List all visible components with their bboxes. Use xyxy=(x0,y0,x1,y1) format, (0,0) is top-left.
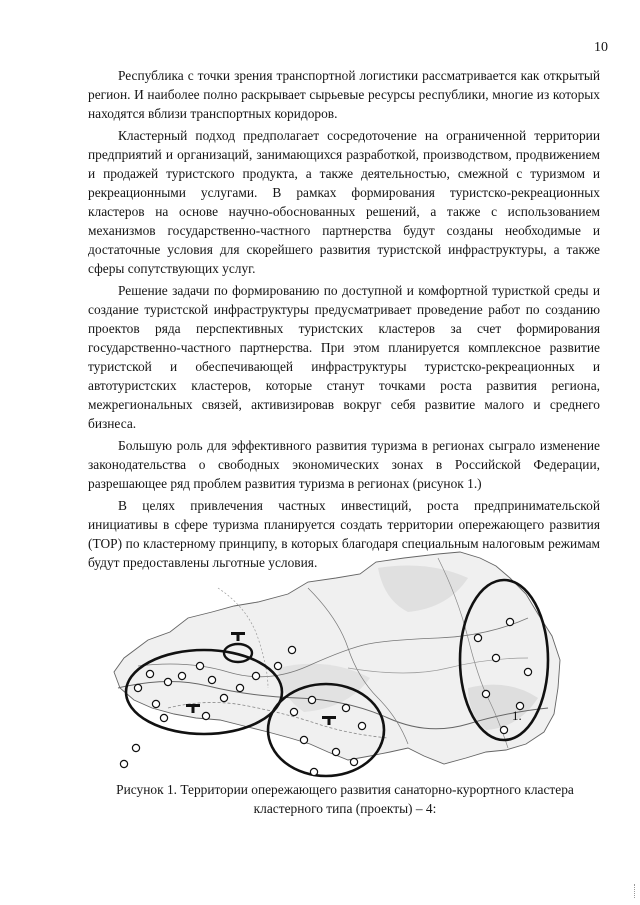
settlement-point xyxy=(132,744,139,751)
settlement-point xyxy=(308,696,315,703)
settlement-point xyxy=(274,662,281,669)
paragraph-investments: В целях привлечения частных инвестиций, роста предпринимательской инициативы в сфере туризма планируется создать территории опережающего развития (ТОР) по кластерному принципу, в которых благодаря специальным налоговым режимам будут предоставлены льготные условия. xyxy=(88,498,600,570)
body-text xyxy=(88,66,600,575)
region-map xyxy=(108,548,578,780)
settlement-point xyxy=(500,726,507,733)
settlement-point xyxy=(492,654,499,661)
settlement-point xyxy=(202,712,209,719)
settlement-point xyxy=(152,700,159,707)
settlement-point xyxy=(300,736,307,743)
settlement-point xyxy=(236,684,243,691)
settlement-point xyxy=(164,678,171,685)
paragraph-transport-logistics: Республика с точки зрения транспортной логистики рассматривается как открытый регион. И наиболее полно раскрывает сырьевые ресурсы республики, многие из которых находятся вблизи транспортных коридоров. xyxy=(88,68,600,121)
settlement-point xyxy=(358,722,365,729)
scan-edge-mark xyxy=(634,884,638,898)
settlement-point xyxy=(342,704,349,711)
paragraph-cluster-approach: Кластерный подход предполагает сосредоточение на ограниченной территории предприятий и организаций, занимающихся разработкой, производством, продвижением и продажей туристского продукта, а также деятельностью, смежной с туризмом и рекреационными услугами. В рамках формирования туристско-рекреационных кластеров на основе научно-обоснованных решений, а также с использованием механизмов государственно-частного партнерства будут созданы необходимые и достаточные условия для скорейшего развития туристской инфраструктуры, а также сферы сопутствующих услуг. xyxy=(88,128,600,276)
settlement-point xyxy=(310,768,317,775)
settlement-point xyxy=(290,708,297,715)
settlement-point xyxy=(524,668,531,675)
paragraph-legislation: Большую роль для эффективного развития туризма в регионах сыграло изменение законодательства о свободных экономических зонах в Российской Федерации, разрешающее ряд проблем развития туризма в регионах (рисунок 1.) xyxy=(88,438,600,491)
settlement-point xyxy=(134,684,141,691)
paragraph-tourist-environment: Решение задачи по формированию по доступной и комфортной туристкой среды и создание туристской инфраструктуры предусматривает проведение работ по созданию проектов ряда перспективных туристских кластеров за счет формирования государственно-частного партнерства. При этом планируется комплексное развитие туристской и обеспечивающей инфраструктуры туристско-рекреационных и автотуристских кластеров, которые станут точками роста развития региона, межрегиональных связей, активизировав вокруг себя развитие малого и среднего бизнеса. xyxy=(88,283,600,431)
settlement-point xyxy=(506,618,513,625)
settlement-point xyxy=(482,690,489,697)
settlement-point xyxy=(120,760,127,767)
figure-cluster-map xyxy=(108,548,578,780)
settlement-point xyxy=(178,672,185,679)
map-label: 1. xyxy=(512,708,522,723)
settlement-point xyxy=(160,714,167,721)
settlement-point xyxy=(220,694,227,701)
settlement-point xyxy=(208,676,215,683)
settlement-point xyxy=(288,646,295,653)
settlement-point xyxy=(196,662,203,669)
figure-caption: Рисунок 1. Территории опережающего развития санаторно-курортного кластера кластерного типа (проекты) – 4: xyxy=(116,782,574,816)
settlement-point xyxy=(350,758,357,765)
settlement-point xyxy=(146,670,153,677)
settlement-point xyxy=(332,748,339,755)
page-number: 10 xyxy=(594,40,608,55)
settlement-point xyxy=(252,672,259,679)
settlement-point xyxy=(474,634,481,641)
